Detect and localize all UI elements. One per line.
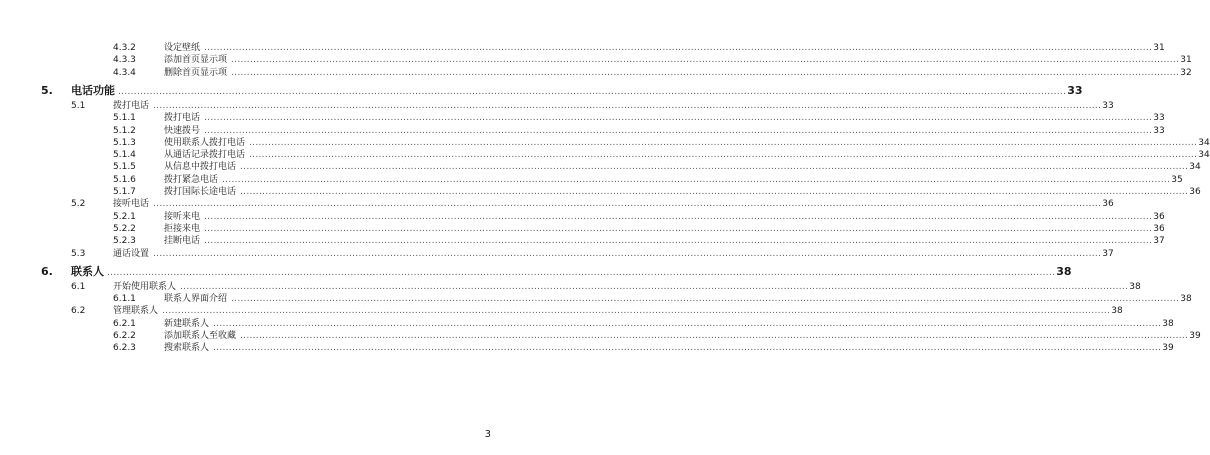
toc-entry-title: 接听电话 bbox=[113, 199, 150, 210]
toc-entry-page: 39 bbox=[1162, 343, 1174, 354]
toc-entry-title: 设定壁纸 bbox=[164, 43, 201, 53]
toc-leader-dots: ............................................................................................................................................................................................................................................................................................................ bbox=[204, 236, 1153, 247]
toc-leader-dots: ............................................................................................................................................................................................................................................................................................................ bbox=[204, 223, 1153, 234]
toc-entry-number: 5. bbox=[41, 83, 53, 97]
toc-entry-page: 38 bbox=[1056, 264, 1072, 278]
toc-entry-number: 5.3 bbox=[71, 248, 86, 259]
toc-leader-dots: ............................................................................................................................................................................................................................................................................................................ bbox=[249, 137, 1198, 148]
toc-entry-page: 38 bbox=[1162, 318, 1174, 329]
toc-entry-number: 5.1.4 bbox=[113, 150, 136, 161]
toc-leader-dots: ............................................................................................................................................................................................................................................................................................................ bbox=[180, 281, 1129, 292]
toc-leader bbox=[230, 66, 1192, 80]
toc-leader-dots: ............................................................................................................................................................................................................................................................................................................ bbox=[231, 67, 1180, 78]
toc-entry-title: 接听来电 bbox=[164, 211, 201, 222]
toc-entry-title: 新建联系人 bbox=[164, 318, 210, 329]
toc-leader-dots: ............................................................................................................................................................................................................................................................................................................ bbox=[249, 150, 1198, 161]
toc-entry-number: 6.2 bbox=[71, 306, 86, 317]
toc-entry-number: 6. bbox=[41, 264, 53, 278]
toc-entry-title: 从信息中拨打电话 bbox=[164, 162, 237, 173]
toc-entry-page: 32 bbox=[1180, 67, 1192, 78]
toc-entry-page: 39 bbox=[1189, 331, 1201, 341]
toc-leader-dots: ............................................................................................................................................................................................................................................................................................................ bbox=[240, 162, 1189, 173]
toc-entry-page: 36 bbox=[1102, 199, 1114, 210]
toc-leader-dots: ............................................................................................................................................................................................................................................................................................................ bbox=[240, 187, 1189, 197]
toc-leader-dots: ............................................................................................................................................................................................................................................................................................................ bbox=[204, 113, 1153, 124]
toc-leader-dots: ............................................................................................................................................................................................................................................................................................................ bbox=[204, 125, 1153, 136]
toc-entry-number: 5.1.6 bbox=[113, 174, 136, 185]
toc-entry-title: 电话功能 bbox=[71, 83, 115, 97]
toc-entry-number: 4.3.3 bbox=[113, 55, 136, 66]
toc-leader-dots: ............................................................................................................................................................................................................................................................................................................ bbox=[162, 306, 1111, 317]
toc-leader-dots: ............................................................................................................................................................................................................................................................................................................ bbox=[153, 248, 1102, 259]
toc-entry-number: 6.2.2 bbox=[113, 331, 136, 341]
toc-entry-title: 使用联系人拨打电话 bbox=[164, 137, 246, 148]
toc-entry-title: 拨打国际长途电话 bbox=[164, 187, 237, 197]
toc-entry-page: 34 bbox=[1198, 137, 1210, 148]
toc-entry-title: 开始使用联系人 bbox=[113, 281, 177, 292]
toc-entry-page: 31 bbox=[1153, 43, 1165, 53]
toc-entry-number: 6.1 bbox=[71, 281, 86, 292]
toc-entry-page: 38 bbox=[1111, 306, 1123, 317]
toc-leader bbox=[152, 247, 1114, 261]
toc-entry-page: 36 bbox=[1153, 223, 1165, 234]
toc-entry[interactable] bbox=[0, 264, 1072, 280]
toc-leader-dots: ............................................................................................................................................................................................................................................................................................................ bbox=[213, 318, 1162, 329]
toc-entry-page: 34 bbox=[1189, 162, 1201, 173]
toc-entry-page: 31 bbox=[1180, 55, 1192, 66]
toc-entry-title: 搜索联系人 bbox=[164, 343, 210, 354]
toc-entry[interactable] bbox=[0, 83, 1083, 99]
toc-leader-dots: ............................................................................................................................................................................................................................................................................................................ bbox=[153, 199, 1102, 210]
toc-entry-title: 拨打电话 bbox=[113, 100, 150, 111]
toc-entry-title: 快速拨号 bbox=[164, 125, 201, 136]
toc-leader-dots: ............................................................................................................................................................................................................................................................................................................ bbox=[118, 86, 1067, 97]
toc-entry-page: 38 bbox=[1180, 294, 1192, 305]
toc-entry-title: 联系人界面介绍 bbox=[164, 294, 228, 305]
toc-leader-dots: ............................................................................................................................................................................................................................................................................................................ bbox=[107, 267, 1056, 278]
toc-entry-number: 5.1.1 bbox=[113, 113, 136, 124]
toc-leader-dots: ............................................................................................................................................................................................................................................................................................................ bbox=[153, 100, 1102, 111]
page-number: 3 bbox=[484, 429, 491, 440]
toc-entry-number: 5.1.7 bbox=[113, 187, 136, 197]
toc-leader-dots: ............................................................................................................................................................................................................................................................................................................ bbox=[240, 331, 1189, 341]
toc-entry-number: 4.3.4 bbox=[113, 67, 136, 78]
toc-entry-page: 34 bbox=[1198, 150, 1210, 161]
toc-entry-page: 33 bbox=[1153, 125, 1165, 136]
toc-leader-dots: ............................................................................................................................................................................................................................................................................................................ bbox=[231, 294, 1180, 305]
toc-entry-page: 33 bbox=[1067, 83, 1083, 97]
toc-entry[interactable] bbox=[0, 247, 1114, 261]
toc-entry-number: 4.3.2 bbox=[113, 43, 136, 53]
toc-entry-number: 5.1.3 bbox=[113, 137, 136, 148]
toc-entry-title: 拒接来电 bbox=[164, 223, 201, 234]
toc-entry-number: 5.2.2 bbox=[113, 223, 136, 234]
toc-entry-title: 通话设置 bbox=[113, 248, 150, 259]
toc-entry-page: 38 bbox=[1129, 281, 1141, 292]
toc-entry-page: 37 bbox=[1102, 248, 1114, 259]
toc-entry-number: 5.2.3 bbox=[113, 236, 136, 247]
toc-entry-title: 删除首页显示项 bbox=[164, 67, 228, 78]
toc-entry-page: 33 bbox=[1102, 100, 1114, 111]
toc-leader-dots: ............................................................................................................................................................................................................................................................................................................ bbox=[222, 174, 1171, 185]
toc-entry-number: 6.2.3 bbox=[113, 343, 136, 354]
toc-entry-number: 5.2 bbox=[71, 199, 86, 210]
toc-leader-dots: ............................................................................................................................................................................................................................................................................................................ bbox=[213, 343, 1162, 354]
toc-leader bbox=[106, 264, 1072, 281]
toc-entry-number: 6.2.1 bbox=[113, 318, 136, 329]
toc-entry-title: 从通话记录拨打电话 bbox=[164, 150, 246, 161]
toc-entry-page: 35 bbox=[1171, 174, 1183, 185]
toc-entry-title: 添加首页显示项 bbox=[164, 55, 228, 66]
toc-entry-title: 拨打紧急电话 bbox=[164, 174, 219, 185]
toc-entry-number: 5.1.2 bbox=[113, 125, 136, 136]
toc-leader bbox=[212, 341, 1174, 355]
toc-entry-page: 33 bbox=[1153, 113, 1165, 124]
toc-entry-number: 5.1 bbox=[71, 100, 86, 111]
toc-entry[interactable] bbox=[0, 66, 1192, 80]
toc-entry-title: 挂断电话 bbox=[164, 236, 201, 247]
toc-entry-number: 6.1.1 bbox=[113, 294, 136, 305]
toc-leader bbox=[117, 83, 1083, 100]
toc-entry[interactable] bbox=[0, 341, 1174, 355]
toc-entry-page: 37 bbox=[1153, 236, 1165, 247]
toc-entry-title: 管理联系人 bbox=[113, 306, 159, 317]
toc-entry-title: 添加联系人至收藏 bbox=[164, 331, 237, 341]
toc-entry-title: 拨打电话 bbox=[164, 113, 201, 124]
toc-entry-number: 5.1.5 bbox=[113, 162, 136, 173]
toc-leader-dots: ............................................................................................................................................................................................................................................................................................................ bbox=[204, 43, 1153, 53]
toc-entry-page: 36 bbox=[1189, 187, 1201, 197]
toc-entry-title: 联系人 bbox=[71, 264, 104, 278]
toc-entry-page: 36 bbox=[1153, 211, 1165, 222]
toc-leader-dots: ............................................................................................................................................................................................................................................................................................................ bbox=[204, 211, 1153, 222]
toc-leader-dots: ............................................................................................................................................................................................................................................................................................................ bbox=[231, 55, 1180, 66]
toc-entry-number: 5.2.1 bbox=[113, 211, 136, 222]
